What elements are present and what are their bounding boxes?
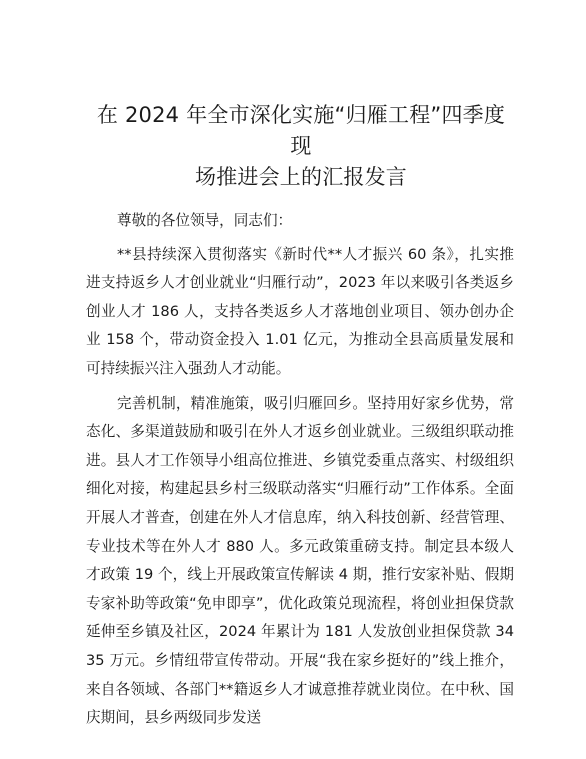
paragraph-mechanism: 完善机制，精准施策，吸引归雁回乡。坚持用好家乡优势，常态化、多渠道鼓励和吸引在外人才返乡创业就业。三级组织联动推进。县人才工作领导小组高位推进、乡镇党委重点落实、村级组织细化对接，构建起县乡村三级联动落实“归雁行动”工作体系。全面开展人才普查，创建在外人才信息库，纳入科技创新、经营管理、专业技术等在外人才 880 人。多元政策重磅支持。制定县本级人才政策 19 个，线上开展政策宣传解读 4 期，推行安家补贴、假期专家补助等政策“免申即享”，优化政策兑现流程，将创业担保贷款延伸至乡镇及社区，2024 年累计为 181 人发放创业担保贷款 3435 万元。乡情纽带宣传带动。开展“我在家乡挺好的”线上推介，来自各领域、各部门**籍返乡人才诚意推荐就业岗位。在中秋、国庆期间，县乡两级同步发送: [86, 394, 514, 727]
title-line-1: 在 2024 年全市深化实施“归雁工程”四季度现: [96, 103, 506, 158]
document-title: [86, 100, 514, 193]
paragraph-intro: **县持续深入贯彻落实《新时代**人才振兴 60 条》，扎实推进支持返乡人才创业就业“归雁行动”，2023 年以来吸引各类返乡创业人才 186 人，支持各类返乡人才落地创业项目、领办创办企业 158 个，带动资金投入 1.01 亿元，为推动全县高质量发展和可持续振兴注入强劲人才动能。: [86, 245, 514, 377]
salutation: 尊敬的各位领导，同志们：: [117, 212, 293, 229]
title-line-2: 场推进会上的汇报发言: [195, 165, 407, 189]
